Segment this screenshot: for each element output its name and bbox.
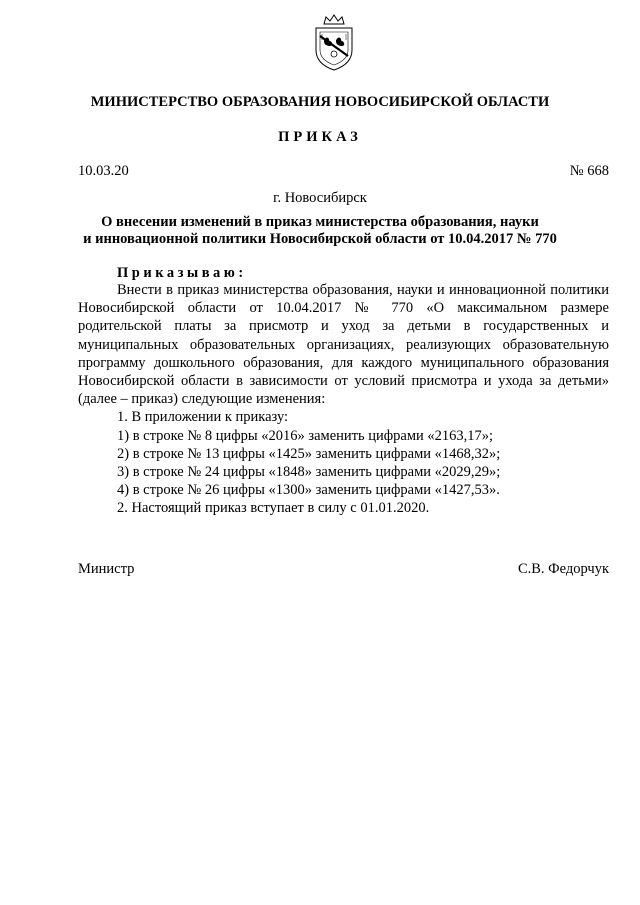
- signer-title: Министр: [78, 561, 135, 577]
- body-item-2: 2. Настоящий приказ вступает в силу с 01.01.2020.: [117, 500, 430, 517]
- body-subitem: 3) в строке № 24 цифры «1848» заменить цифрами «2029,29»;: [117, 464, 501, 481]
- order-word: Приказываю:: [117, 265, 247, 281]
- document-body: [78, 281, 609, 518]
- body-subitem: 2) в строке № 13 цифры «1425» заменить цифрами «1468,32»;: [117, 445, 501, 462]
- document-type: ПРИКАЗ: [278, 129, 362, 145]
- subject-line-1: О внесении изменений в приказ министерства образования, науки: [101, 214, 539, 230]
- body-item-1: 1. В приложении к приказу:: [117, 409, 289, 426]
- ministry-name: МИНИСТЕРСТВО ОБРАЗОВАНИЯ НОВОСИБИРСКОЙ ОБЛАСТИ: [90, 94, 550, 110]
- document-date: 10.03.20: [78, 163, 129, 179]
- subject-line-2: и инновационной политики Новосибирской области от 10.04.2017 № 770: [83, 231, 557, 247]
- body-intro-paragraph: Внести в приказ министерства образования, науки и инновационной политики Новосибирской области от 10.04.2017 № 770 «О максимальном размере родительской платы за присмотр и уход за детьми в государственных и муниципальных образовательных организациях, реализующих образовательную программу дошкольного образования, для каждого муниципального образования Новосибирской области в зависимости от условий присмотра и ухода за детьми» (далее – приказ) следующие изменения:: [78, 282, 609, 408]
- signer-name: С.В. Федорчук: [517, 561, 609, 577]
- document-subject: [60, 214, 580, 248]
- body-subitem: 1) в строке № 8 цифры «2016» заменить цифрами «2163,17»;: [117, 427, 494, 444]
- body-subitem: 4) в строке № 26 цифры «1300» заменить цифрами «1427,53».: [117, 482, 500, 499]
- document-city: г. Новосибирск: [273, 190, 367, 206]
- document-number: № 668: [569, 163, 609, 179]
- coat-of-arms-icon: [312, 14, 356, 72]
